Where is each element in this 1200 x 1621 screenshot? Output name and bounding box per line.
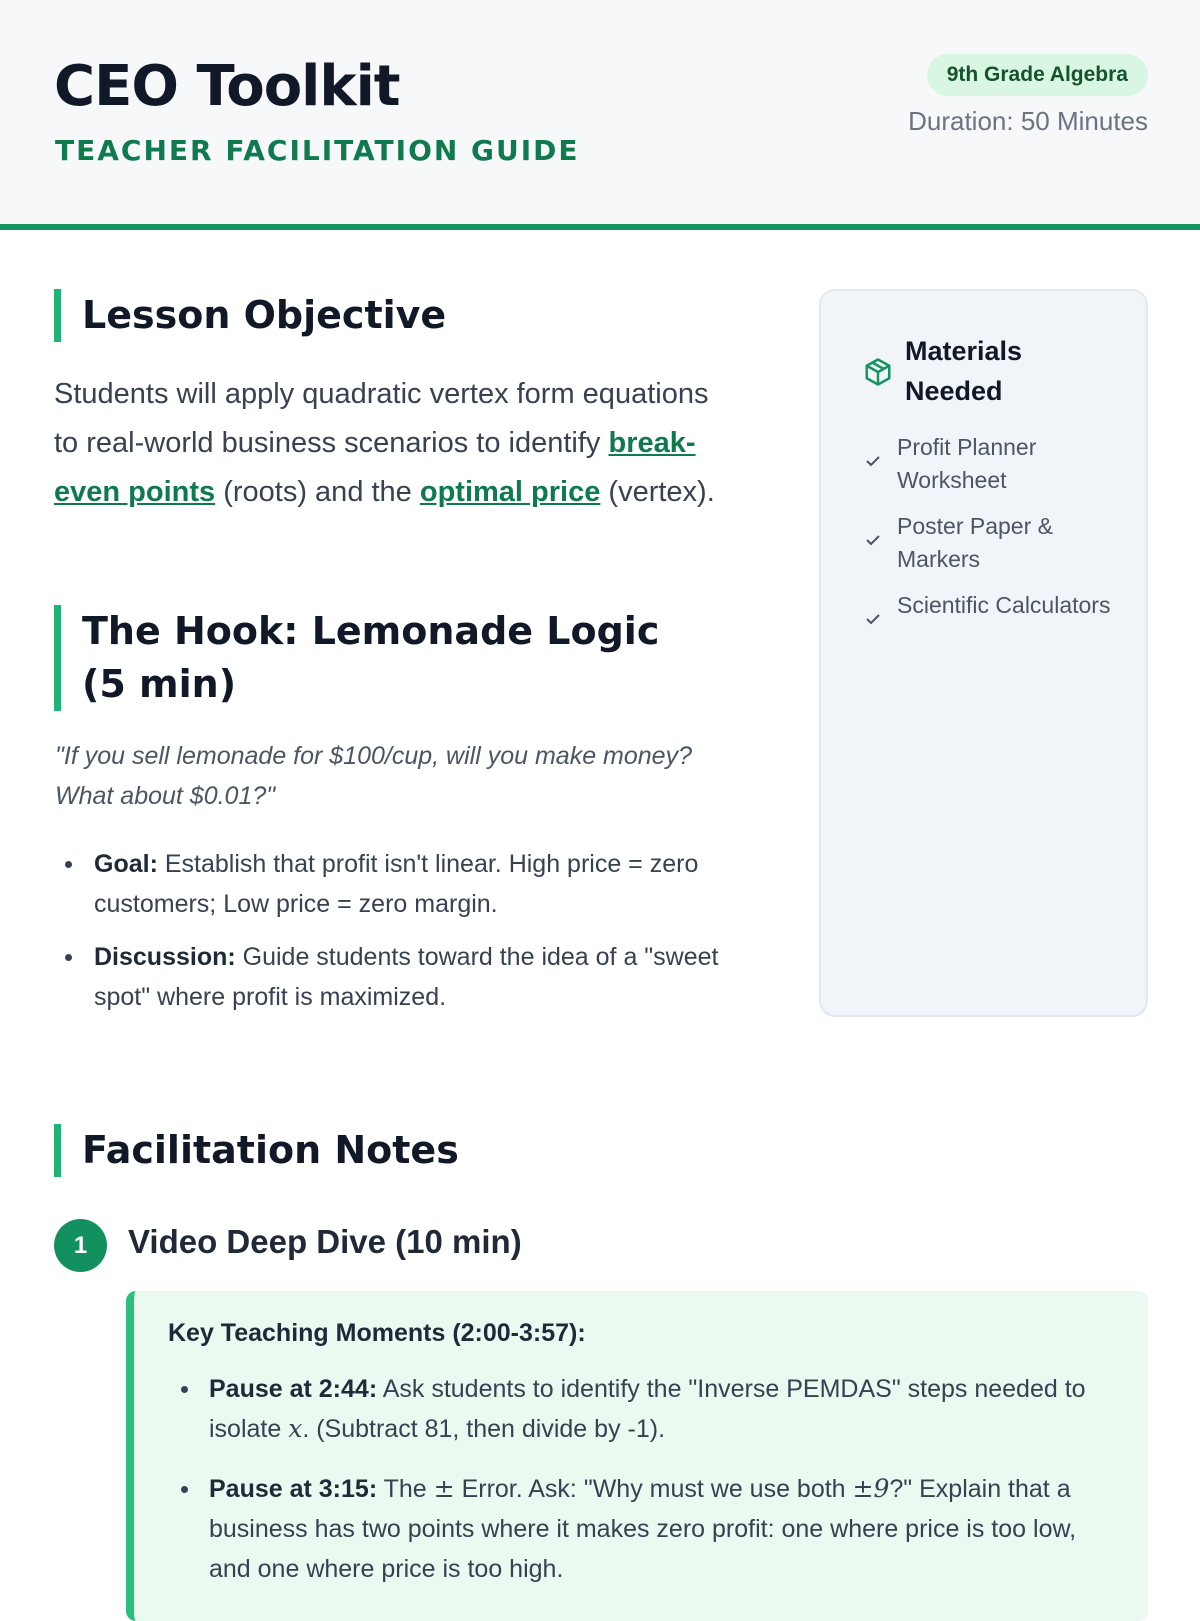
material-label: Profit Planner Worksheet [897, 434, 1037, 493]
bullet-icon [65, 954, 72, 961]
grade-badge: 9th Grade Algebra [927, 54, 1148, 96]
moment-text: The [377, 1475, 434, 1503]
materials-title: Materials Needed [905, 336, 1023, 406]
lesson-objective-heading: Lesson Objective [54, 289, 446, 342]
page-header [0, 0, 1200, 230]
objective-text-part: (roots) and the [215, 476, 420, 508]
check-icon [863, 530, 883, 550]
hook-heading: The Hook: Lemonade Logic (5 min) [54, 605, 704, 711]
page-title: CEO Toolkit [54, 54, 400, 119]
moment-text: . (Subtract 81, then divide by -1). [302, 1415, 666, 1443]
check-icon [863, 609, 883, 629]
lesson-objective-text [54, 370, 724, 517]
facilitation-heading: Facilitation Notes [54, 1124, 459, 1177]
discussion-text: Guide students toward the idea of a "sweet spot" where profit is maximized. [94, 943, 719, 1011]
material-label: Scientific Calculators [897, 592, 1111, 618]
list-item [168, 1369, 1088, 1449]
list-item [863, 589, 1133, 622]
moment-label: Pause at 2:44: [209, 1375, 378, 1403]
discussion-label: Discussion: [94, 943, 236, 971]
callout-title: Key Teaching Moments (2:00-3:57): [168, 1319, 586, 1347]
material-label: Poster Paper & Markers [897, 513, 1053, 572]
check-icon [863, 451, 883, 471]
bullet-icon [181, 1486, 188, 1493]
page-subtitle: TEACHER FACILITATION GUIDE [55, 134, 580, 167]
moment-text: Ask students to identify the "Inverse PEMDAS" steps needed to isolate [209, 1375, 1086, 1443]
teaching-moments-callout [126, 1291, 1148, 1621]
math-variable: x [288, 1414, 303, 1443]
plus-minus-symbol: ± [433, 1474, 455, 1503]
moment-text: ?" Explain that a business has two points where it makes zero profit: one where price is too low, and one where price is too high. [209, 1475, 1077, 1583]
objective-text-part: (vertex). [600, 476, 715, 508]
goal-label: Goal: [94, 850, 158, 878]
plus-minus-nine: ±9 [852, 1474, 890, 1503]
optimal-price-term: optimal price [419, 476, 601, 508]
hook-quote: "If you sell lemonade for $100/cup, will you make money? What about $0.01?" [55, 742, 692, 810]
bullet-icon [181, 1386, 188, 1393]
moment-label: Pause at 3:15: [209, 1475, 378, 1503]
objective-text-part: Students will apply quadratic vertex form equations to real-world business scenarios to identify [54, 378, 709, 459]
list-item [168, 1469, 1088, 1589]
list-item [863, 510, 1133, 576]
break-even-term: break-even points [54, 427, 696, 508]
list-item [54, 844, 734, 924]
step-title: Video Deep Dive (10 min) [128, 1223, 522, 1260]
package-icon [863, 357, 893, 387]
materials-panel [819, 289, 1148, 1017]
hook-list [54, 844, 734, 1030]
step-number-badge: 1 [54, 1219, 107, 1272]
duration-label: Duration: 50 Minutes [908, 106, 1148, 136]
list-item [54, 937, 734, 1017]
goal-text: Establish that profit isn't linear. High price = zero customers; Low price = zero margin. [94, 850, 699, 918]
bullet-icon [65, 861, 72, 868]
list-item [863, 431, 1133, 497]
moment-text: Error. Ask: "Why must we use both [454, 1475, 853, 1503]
materials-list [863, 431, 1133, 635]
teaching-moments-list [168, 1369, 1088, 1609]
